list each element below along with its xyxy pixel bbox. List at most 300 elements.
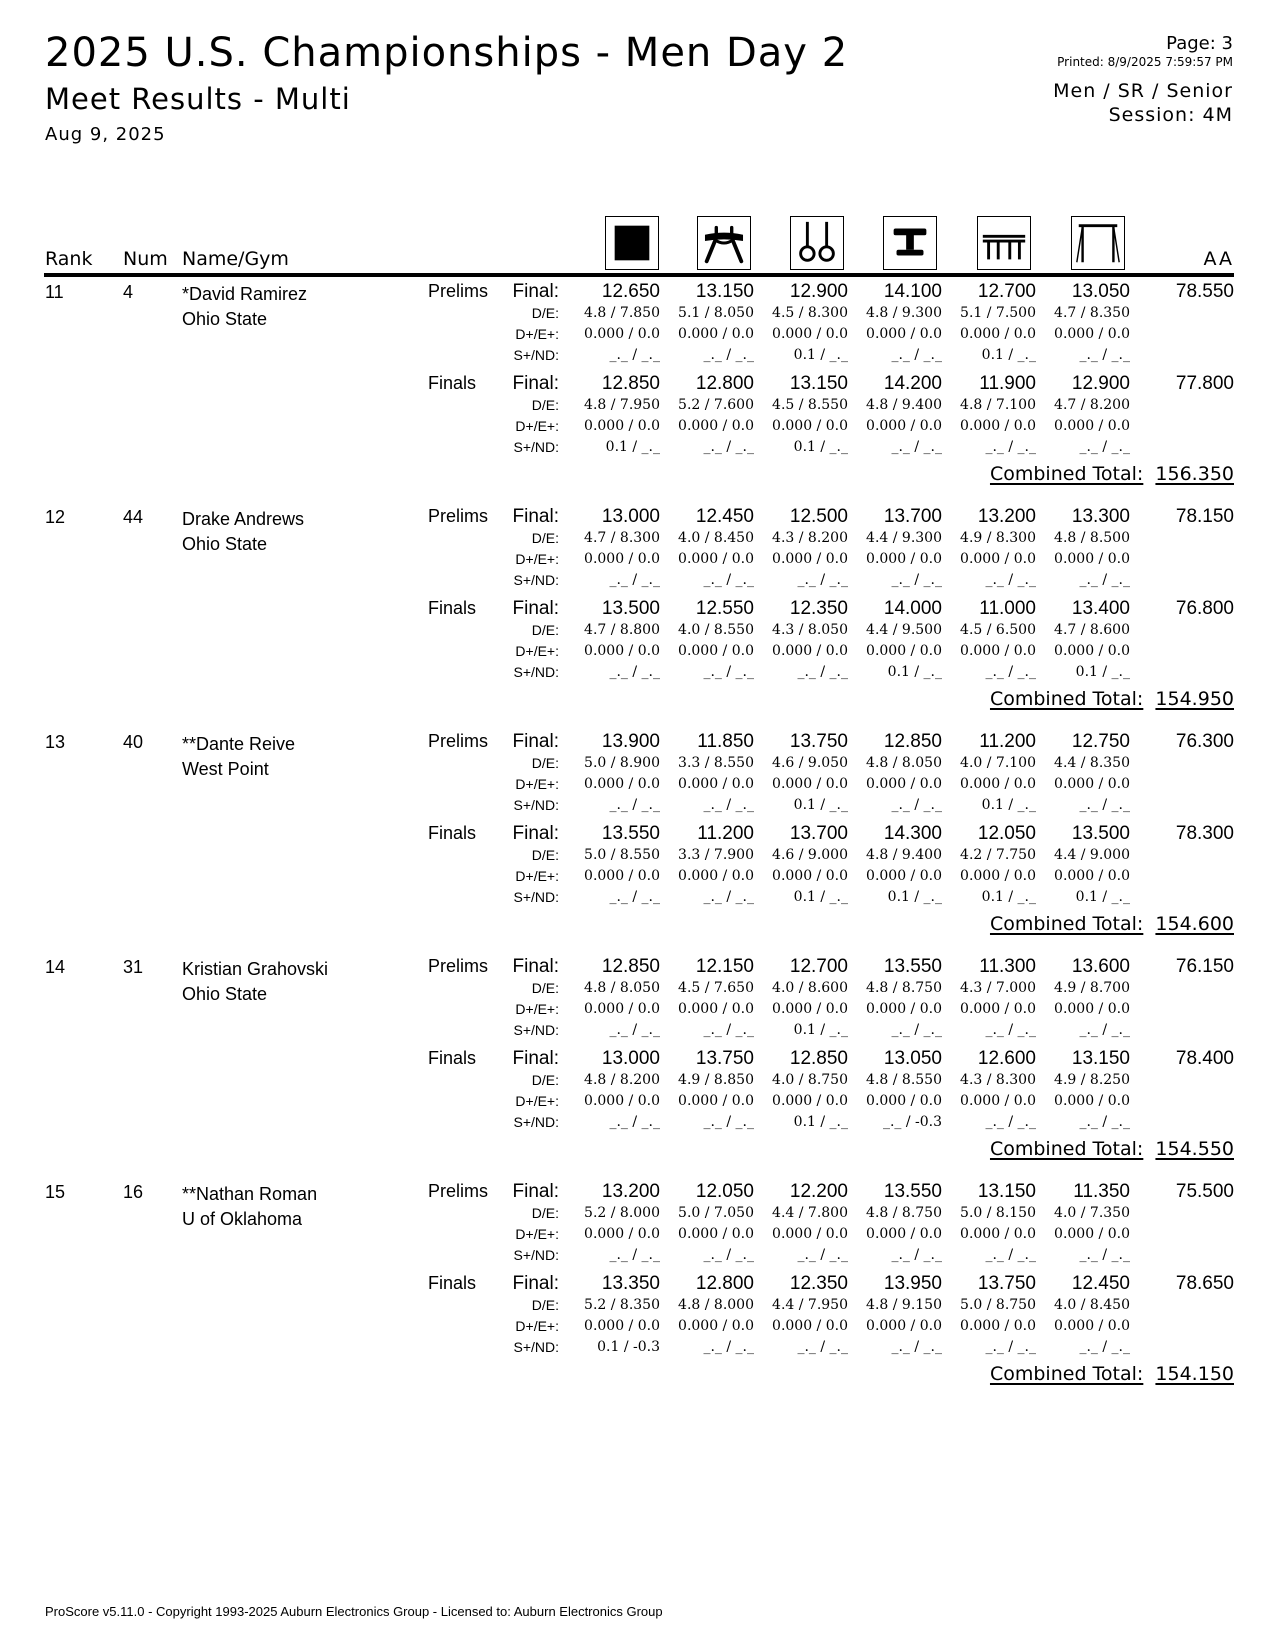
event-de-score: 4.5 / 7.650	[678, 980, 754, 996]
event-final-score: 13.700	[789, 823, 848, 844]
de-label: D/E:	[531, 1072, 559, 1088]
event-final-score: 12.850	[789, 1048, 848, 1069]
event-de-score: 4.5 / 8.550	[772, 397, 848, 413]
event-de-score: 4.5 / 6.500	[960, 622, 1036, 638]
vault-icon	[883, 216, 937, 270]
event-final-score: 13.150	[695, 281, 754, 302]
division-label: Men / SR / Senior	[1053, 80, 1233, 102]
de-label: D/E:	[531, 755, 559, 771]
meet-date: Aug 9, 2025	[45, 124, 166, 145]
floor-exercise-icon	[605, 216, 659, 270]
combined-total-label: Combined Total:	[989, 913, 1144, 935]
event-snd-score: _._ / _._	[609, 664, 660, 680]
snd-label: S+/ND:	[513, 889, 559, 905]
event-de-score: 4.8 / 9.400	[866, 847, 942, 863]
event-final-score: 12.550	[695, 598, 754, 619]
event-dpe-score: 0.000 / 0.0	[960, 551, 1036, 567]
de-label: D/E:	[531, 305, 559, 321]
round-phase: Finals	[428, 373, 477, 393]
event-final-score: 13.200	[601, 1181, 660, 1202]
event-de-score: 4.8 / 8.550	[866, 1072, 942, 1088]
event-dpe-score: 0.000 / 0.0	[960, 326, 1036, 342]
snd-label: S+/ND:	[513, 1247, 559, 1263]
athlete-name: *David Ramirez	[182, 284, 308, 304]
event-snd-score: _._ / _._	[609, 1114, 660, 1130]
event-de-score: 4.7 / 8.300	[584, 530, 660, 546]
combined-total-row	[990, 1363, 1234, 1385]
athlete-number: 31	[123, 957, 144, 977]
event-final-score: 12.750	[1071, 731, 1130, 752]
event-snd-score: _._ / _._	[1079, 1247, 1130, 1263]
event-dpe-score: 0.000 / 0.0	[678, 326, 754, 342]
event-dpe-score: 0.000 / 0.0	[584, 868, 660, 884]
event-snd-score: 0.1 / _._	[1075, 889, 1130, 905]
event-de-score: 4.4 / 9.500	[866, 622, 942, 638]
all-around-score: 78.550	[1175, 281, 1234, 302]
event-de-score: 4.4 / 9.000	[1054, 847, 1130, 863]
event-dpe-score: 0.000 / 0.0	[960, 1318, 1036, 1334]
event-de-score: 4.8 / 8.050	[866, 755, 942, 771]
page-title: 2025 U.S. Championships - Men Day 2	[45, 30, 849, 76]
event-de-score: 4.0 / 7.100	[960, 755, 1036, 771]
event-dpe-score: 0.000 / 0.0	[772, 326, 848, 342]
event-de-score: 4.8 / 8.500	[1054, 530, 1130, 546]
snd-label: S+/ND:	[513, 797, 559, 813]
event-dpe-score: 0.000 / 0.0	[772, 1093, 848, 1109]
event-dpe-score: 0.000 / 0.0	[866, 418, 942, 434]
event-dpe-score: 0.000 / 0.0	[678, 418, 754, 434]
event-dpe-score: 0.000 / 0.0	[772, 418, 848, 434]
event-de-score: 4.8 / 9.300	[866, 305, 942, 321]
event-dpe-score: 0.000 / 0.0	[866, 1093, 942, 1109]
event-dpe-score: 0.000 / 0.0	[866, 776, 942, 792]
round-phase: Prelims	[428, 956, 489, 976]
de-label: D/E:	[531, 397, 559, 413]
event-dpe-score: 0.000 / 0.0	[584, 1093, 660, 1109]
event-snd-score: _._ / _._	[703, 1247, 754, 1263]
event-de-score: 3.3 / 8.550	[678, 755, 754, 771]
event-snd-score: _._ / _._	[1079, 439, 1130, 455]
event-snd-score: _._ / _._	[891, 347, 942, 363]
event-de-score: 4.7 / 8.200	[1054, 397, 1130, 413]
event-final-score: 14.200	[883, 373, 942, 394]
event-snd-score: _._ / _._	[609, 1022, 660, 1038]
event-final-score: 12.050	[695, 1181, 754, 1202]
event-dpe-score: 0.000 / 0.0	[584, 326, 660, 342]
event-de-score: 4.9 / 8.300	[960, 530, 1036, 546]
event-dpe-score: 0.000 / 0.0	[772, 1318, 848, 1334]
all-around-score: 75.500	[1175, 1181, 1234, 1202]
event-snd-score: _._ / _._	[985, 1022, 1036, 1038]
event-dpe-score: 0.000 / 0.0	[866, 1226, 942, 1242]
athlete-gym: West Point	[182, 759, 269, 779]
event-snd-score: _._ / _._	[703, 439, 754, 455]
event-dpe-score: 0.000 / 0.0	[866, 551, 942, 567]
de-label: D/E:	[531, 1297, 559, 1313]
event-final-score: 11.200	[697, 823, 754, 844]
event-snd-score: _._ / _._	[1079, 1114, 1130, 1130]
dpe-label: D+/E+:	[515, 1093, 559, 1109]
event-snd-score: _._ / _._	[1079, 1339, 1130, 1355]
combined-total-value: 154.550	[1155, 1138, 1234, 1160]
still-rings-icon	[790, 216, 844, 270]
dpe-label: D+/E+:	[515, 1226, 559, 1242]
event-snd-score: _._ / _._	[797, 1247, 848, 1263]
event-de-score: 4.9 / 8.850	[678, 1072, 754, 1088]
event-final-score: 13.200	[977, 506, 1036, 527]
athlete-gym: Ohio State	[182, 984, 268, 1004]
event-snd-score: _._ / _._	[891, 439, 942, 455]
combined-total-row	[990, 688, 1234, 710]
athlete-name: **Dante Reive	[182, 734, 296, 754]
event-snd-score: 0.1 / _._	[605, 439, 660, 455]
column-header-aa: AA	[1203, 248, 1234, 270]
event-snd-score: _._ / _._	[609, 1247, 660, 1263]
column-header-name-gym: Name/Gym	[182, 248, 289, 270]
event-final-score: 12.600	[977, 1048, 1036, 1069]
event-snd-score: _._ / _._	[891, 572, 942, 588]
event-de-score: 4.4 / 8.350	[1054, 755, 1130, 771]
snd-label: S+/ND:	[513, 664, 559, 680]
dpe-label: D+/E+:	[515, 551, 559, 567]
combined-total-label: Combined Total:	[989, 1138, 1144, 1160]
final-label: Final:	[512, 281, 559, 302]
event-de-score: 5.2 / 8.000	[584, 1205, 660, 1221]
event-dpe-score: 0.000 / 0.0	[1054, 551, 1130, 567]
event-de-score: 4.8 / 8.200	[584, 1072, 660, 1088]
dpe-label: D+/E+:	[515, 326, 559, 342]
event-dpe-score: 0.000 / 0.0	[960, 418, 1036, 434]
event-final-score: 12.450	[695, 506, 754, 527]
event-snd-score: 0.1 / _._	[887, 664, 942, 680]
combined-total-row	[990, 463, 1234, 485]
event-dpe-score: 0.000 / 0.0	[772, 1226, 848, 1242]
event-de-score: 4.6 / 9.000	[772, 847, 848, 863]
event-snd-score: _._ / _._	[891, 797, 942, 813]
event-final-score: 12.350	[789, 1273, 848, 1294]
event-de-score: 5.1 / 7.500	[960, 305, 1036, 321]
event-snd-score: _._ / _._	[797, 572, 848, 588]
event-de-score: 3.3 / 7.900	[678, 847, 754, 863]
event-de-score: 4.6 / 9.050	[772, 755, 848, 771]
final-label: Final:	[512, 506, 559, 527]
combined-total-label: Combined Total:	[989, 463, 1144, 485]
event-final-score: 12.900	[789, 281, 848, 302]
event-dpe-score: 0.000 / 0.0	[960, 776, 1036, 792]
event-snd-score: 0.1 / _._	[1075, 664, 1130, 680]
event-dpe-score: 0.000 / 0.0	[678, 1093, 754, 1109]
event-de-score: 4.8 / 7.950	[584, 397, 660, 413]
athlete-rank: 12	[45, 507, 66, 527]
event-snd-score: _._ / _._	[797, 1339, 848, 1355]
event-dpe-score: 0.000 / 0.0	[1054, 1093, 1130, 1109]
event-final-score: 14.000	[883, 598, 942, 619]
page-subtitle: Meet Results - Multi	[45, 82, 351, 116]
event-snd-score: _._ / _._	[703, 664, 754, 680]
event-final-score: 13.050	[1071, 281, 1130, 302]
event-de-score: 4.8 / 8.000	[678, 1297, 754, 1313]
event-de-score: 5.2 / 7.600	[678, 397, 754, 413]
event-final-score: 13.700	[883, 506, 942, 527]
athlete-name: Drake Andrews	[182, 509, 305, 529]
athlete-gym: U of Oklahoma	[182, 1209, 303, 1229]
dpe-label: D+/E+:	[515, 418, 559, 434]
event-de-score: 4.7 / 8.350	[1054, 305, 1130, 321]
event-final-score: 13.900	[601, 731, 660, 752]
page-number: Page: 3	[1166, 33, 1233, 54]
round-phase: Finals	[428, 598, 477, 618]
snd-label: S+/ND:	[513, 572, 559, 588]
event-dpe-score: 0.000 / 0.0	[678, 1318, 754, 1334]
event-dpe-score: 0.000 / 0.0	[584, 1226, 660, 1242]
event-de-score: 4.4 / 7.800	[772, 1205, 848, 1221]
athlete-rank: 15	[45, 1182, 66, 1202]
event-dpe-score: 0.000 / 0.0	[1054, 326, 1130, 342]
event-snd-score: _._ / _._	[1079, 1022, 1130, 1038]
event-dpe-score: 0.000 / 0.0	[678, 551, 754, 567]
event-snd-score: 0.1 / _._	[793, 889, 848, 905]
round-phase: Prelims	[428, 1181, 489, 1201]
event-final-score: 12.900	[1071, 373, 1130, 394]
event-final-score: 12.500	[789, 506, 848, 527]
event-final-score: 13.750	[789, 731, 848, 752]
event-snd-score: _._ / _._	[891, 1247, 942, 1263]
event-final-score: 12.850	[883, 731, 942, 752]
dpe-label: D+/E+:	[515, 1318, 559, 1334]
event-de-score: 4.0 / 8.600	[772, 980, 848, 996]
round-phase: Prelims	[428, 506, 489, 526]
event-de-score: 4.8 / 8.050	[584, 980, 660, 996]
final-label: Final:	[512, 1048, 559, 1069]
header-divider	[44, 273, 1234, 277]
event-snd-score: _._ / _._	[703, 1339, 754, 1355]
event-dpe-score: 0.000 / 0.0	[678, 1226, 754, 1242]
athlete-name: **Nathan Roman	[182, 1184, 318, 1204]
event-final-score: 13.400	[1071, 598, 1130, 619]
event-de-score: 4.8 / 9.400	[866, 397, 942, 413]
event-final-score: 13.750	[977, 1273, 1036, 1294]
event-dpe-score: 0.000 / 0.0	[678, 643, 754, 659]
event-snd-score: _._ / _._	[609, 797, 660, 813]
event-final-score: 12.850	[601, 373, 660, 394]
event-final-score: 12.350	[789, 598, 848, 619]
parallel-bars-icon	[977, 216, 1031, 270]
snd-label: S+/ND:	[513, 1339, 559, 1355]
final-label: Final:	[512, 373, 559, 394]
event-snd-score: 0.1 / _._	[981, 347, 1036, 363]
event-final-score: 13.550	[883, 1181, 942, 1202]
all-around-score: 76.150	[1175, 956, 1234, 977]
event-final-score: 13.300	[1071, 506, 1130, 527]
event-dpe-score: 0.000 / 0.0	[1054, 418, 1130, 434]
round-phase: Finals	[428, 1273, 477, 1293]
de-label: D/E:	[531, 622, 559, 638]
event-final-score: 12.700	[789, 956, 848, 977]
event-snd-score: 0.1 / -0.3	[597, 1339, 660, 1355]
event-final-score: 12.050	[977, 823, 1036, 844]
event-dpe-score: 0.000 / 0.0	[772, 551, 848, 567]
pommel-horse-icon	[697, 216, 751, 270]
event-de-score: 4.8 / 8.750	[866, 980, 942, 996]
combined-total-value: 156.350	[1155, 463, 1234, 485]
event-final-score: 13.600	[1071, 956, 1130, 977]
event-de-score: 4.3 / 8.050	[772, 622, 848, 638]
event-snd-score: _._ / _._	[609, 889, 660, 905]
event-snd-score: _._ / _._	[1079, 797, 1130, 813]
event-snd-score: 0.1 / _._	[793, 347, 848, 363]
event-de-score: 4.8 / 8.750	[866, 1205, 942, 1221]
event-dpe-score: 0.000 / 0.0	[866, 1318, 942, 1334]
event-final-score: 13.350	[601, 1273, 660, 1294]
column-header-rank: Rank	[45, 248, 93, 270]
event-de-score: 4.7 / 8.800	[584, 622, 660, 638]
dpe-label: D+/E+:	[515, 1001, 559, 1017]
athlete-gym: Ohio State	[182, 534, 268, 554]
athlete-name: Kristian Grahovski	[182, 959, 329, 979]
snd-label: S+/ND:	[513, 1022, 559, 1038]
event-dpe-score: 0.000 / 0.0	[584, 1001, 660, 1017]
event-dpe-score: 0.000 / 0.0	[866, 326, 942, 342]
event-final-score: 13.550	[883, 956, 942, 977]
event-dpe-score: 0.000 / 0.0	[678, 868, 754, 884]
athlete-block	[0, 955, 1275, 1180]
event-de-score: 5.0 / 8.900	[584, 755, 660, 771]
event-de-score: 5.0 / 8.550	[584, 847, 660, 863]
event-dpe-score: 0.000 / 0.0	[1054, 643, 1130, 659]
event-dpe-score: 0.000 / 0.0	[960, 1226, 1036, 1242]
all-around-score: 78.150	[1175, 506, 1234, 527]
de-label: D/E:	[531, 1205, 559, 1221]
event-de-score: 4.4 / 9.300	[866, 530, 942, 546]
event-de-score: 4.5 / 8.300	[772, 305, 848, 321]
athlete-number: 4	[123, 282, 134, 302]
round-phase: Prelims	[428, 731, 489, 751]
event-final-score: 11.350	[1073, 1181, 1130, 1202]
athlete-rank: 14	[45, 957, 66, 977]
event-final-score: 14.300	[883, 823, 942, 844]
event-final-score: 13.150	[789, 373, 848, 394]
athlete-block	[0, 505, 1275, 730]
event-snd-score: _._ / _._	[985, 1247, 1036, 1263]
event-dpe-score: 0.000 / 0.0	[960, 1001, 1036, 1017]
event-snd-score: _._ / _._	[703, 1114, 754, 1130]
event-dpe-score: 0.000 / 0.0	[584, 418, 660, 434]
dpe-label: D+/E+:	[515, 643, 559, 659]
event-dpe-score: 0.000 / 0.0	[772, 1001, 848, 1017]
event-final-score: 13.050	[883, 1048, 942, 1069]
all-around-score: 78.300	[1175, 823, 1234, 844]
snd-label: S+/ND:	[513, 347, 559, 363]
event-final-score: 13.500	[1071, 823, 1130, 844]
event-de-score: 5.0 / 8.150	[960, 1205, 1036, 1221]
event-de-score: 4.9 / 8.700	[1054, 980, 1130, 996]
event-final-score: 12.850	[601, 956, 660, 977]
event-final-score: 13.550	[601, 823, 660, 844]
event-dpe-score: 0.000 / 0.0	[678, 1001, 754, 1017]
event-snd-score: 0.1 / _._	[981, 889, 1036, 905]
event-final-score: 12.200	[789, 1181, 848, 1202]
snd-label: S+/ND:	[513, 439, 559, 455]
athlete-number: 16	[123, 1182, 144, 1202]
event-snd-score: _._ / _._	[985, 1339, 1036, 1355]
event-final-score: 12.700	[977, 281, 1036, 302]
final-label: Final:	[512, 731, 559, 752]
event-final-score: 11.200	[979, 731, 1036, 752]
event-dpe-score: 0.000 / 0.0	[960, 868, 1036, 884]
event-de-score: 4.0 / 8.450	[678, 530, 754, 546]
event-de-score: 4.8 / 9.150	[866, 1297, 942, 1313]
event-dpe-score: 0.000 / 0.0	[584, 643, 660, 659]
final-label: Final:	[512, 1181, 559, 1202]
event-snd-score: _._ / _._	[891, 1339, 942, 1355]
event-final-score: 13.150	[977, 1181, 1036, 1202]
final-label: Final:	[512, 823, 559, 844]
event-dpe-score: 0.000 / 0.0	[1054, 776, 1130, 792]
event-snd-score: 0.1 / _._	[793, 797, 848, 813]
event-final-score: 12.800	[695, 1273, 754, 1294]
combined-total-row	[990, 913, 1234, 935]
event-final-score: 11.000	[979, 598, 1036, 619]
event-final-score: 12.650	[601, 281, 660, 302]
athlete-block	[0, 280, 1275, 505]
event-de-score: 4.8 / 7.850	[584, 305, 660, 321]
event-final-score: 13.950	[883, 1273, 942, 1294]
event-dpe-score: 0.000 / 0.0	[584, 551, 660, 567]
dpe-label: D+/E+:	[515, 868, 559, 884]
event-snd-score: _._ / _._	[985, 1114, 1036, 1130]
combined-total-value: 154.150	[1155, 1363, 1234, 1385]
event-snd-score: _._ / _._	[703, 889, 754, 905]
event-snd-score: _._ / _._	[985, 439, 1036, 455]
all-around-score: 78.400	[1175, 1048, 1234, 1069]
event-snd-score: _._ / _._	[1079, 572, 1130, 588]
event-final-score: 12.450	[1071, 1273, 1130, 1294]
event-de-score: 4.0 / 8.550	[678, 622, 754, 638]
event-snd-score: _._ / _._	[985, 664, 1036, 680]
event-snd-score: _._ / _._	[985, 572, 1036, 588]
combined-total-row	[990, 1138, 1234, 1160]
column-header-num: Num	[123, 248, 168, 270]
event-de-score: 4.3 / 8.300	[960, 1072, 1036, 1088]
event-de-score: 4.3 / 7.000	[960, 980, 1036, 996]
event-de-score: 4.7 / 8.600	[1054, 622, 1130, 638]
event-snd-score: 0.1 / _._	[793, 439, 848, 455]
event-final-score: 12.150	[695, 956, 754, 977]
footer-copyright: ProScore v5.11.0 - Copyright 1993-2025 Auburn Electronics Group - Licensed to: Auburn Electronics Group	[45, 1604, 663, 1619]
session-label: Session: 4M	[1108, 104, 1233, 126]
athlete-gym: Ohio State	[182, 309, 268, 329]
de-label: D/E:	[531, 847, 559, 863]
event-final-score: 11.850	[697, 731, 754, 752]
snd-label: S+/ND:	[513, 1114, 559, 1130]
event-final-score: 13.500	[601, 598, 660, 619]
event-de-score: 5.2 / 8.350	[584, 1297, 660, 1313]
event-dpe-score: 0.000 / 0.0	[960, 643, 1036, 659]
event-dpe-score: 0.000 / 0.0	[1054, 1226, 1130, 1242]
event-dpe-score: 0.000 / 0.0	[678, 776, 754, 792]
event-de-score: 5.1 / 8.050	[678, 305, 754, 321]
event-de-score: 5.0 / 8.750	[960, 1297, 1036, 1313]
all-around-score: 78.650	[1175, 1273, 1234, 1294]
event-final-score: 11.300	[979, 956, 1036, 977]
event-de-score: 4.0 / 7.350	[1054, 1205, 1130, 1221]
event-dpe-score: 0.000 / 0.0	[772, 776, 848, 792]
event-dpe-score: 0.000 / 0.0	[866, 868, 942, 884]
event-final-score: 13.000	[601, 506, 660, 527]
athlete-number: 40	[123, 732, 144, 752]
event-snd-score: _._ / _._	[703, 347, 754, 363]
event-snd-score: 0.1 / _._	[887, 889, 942, 905]
